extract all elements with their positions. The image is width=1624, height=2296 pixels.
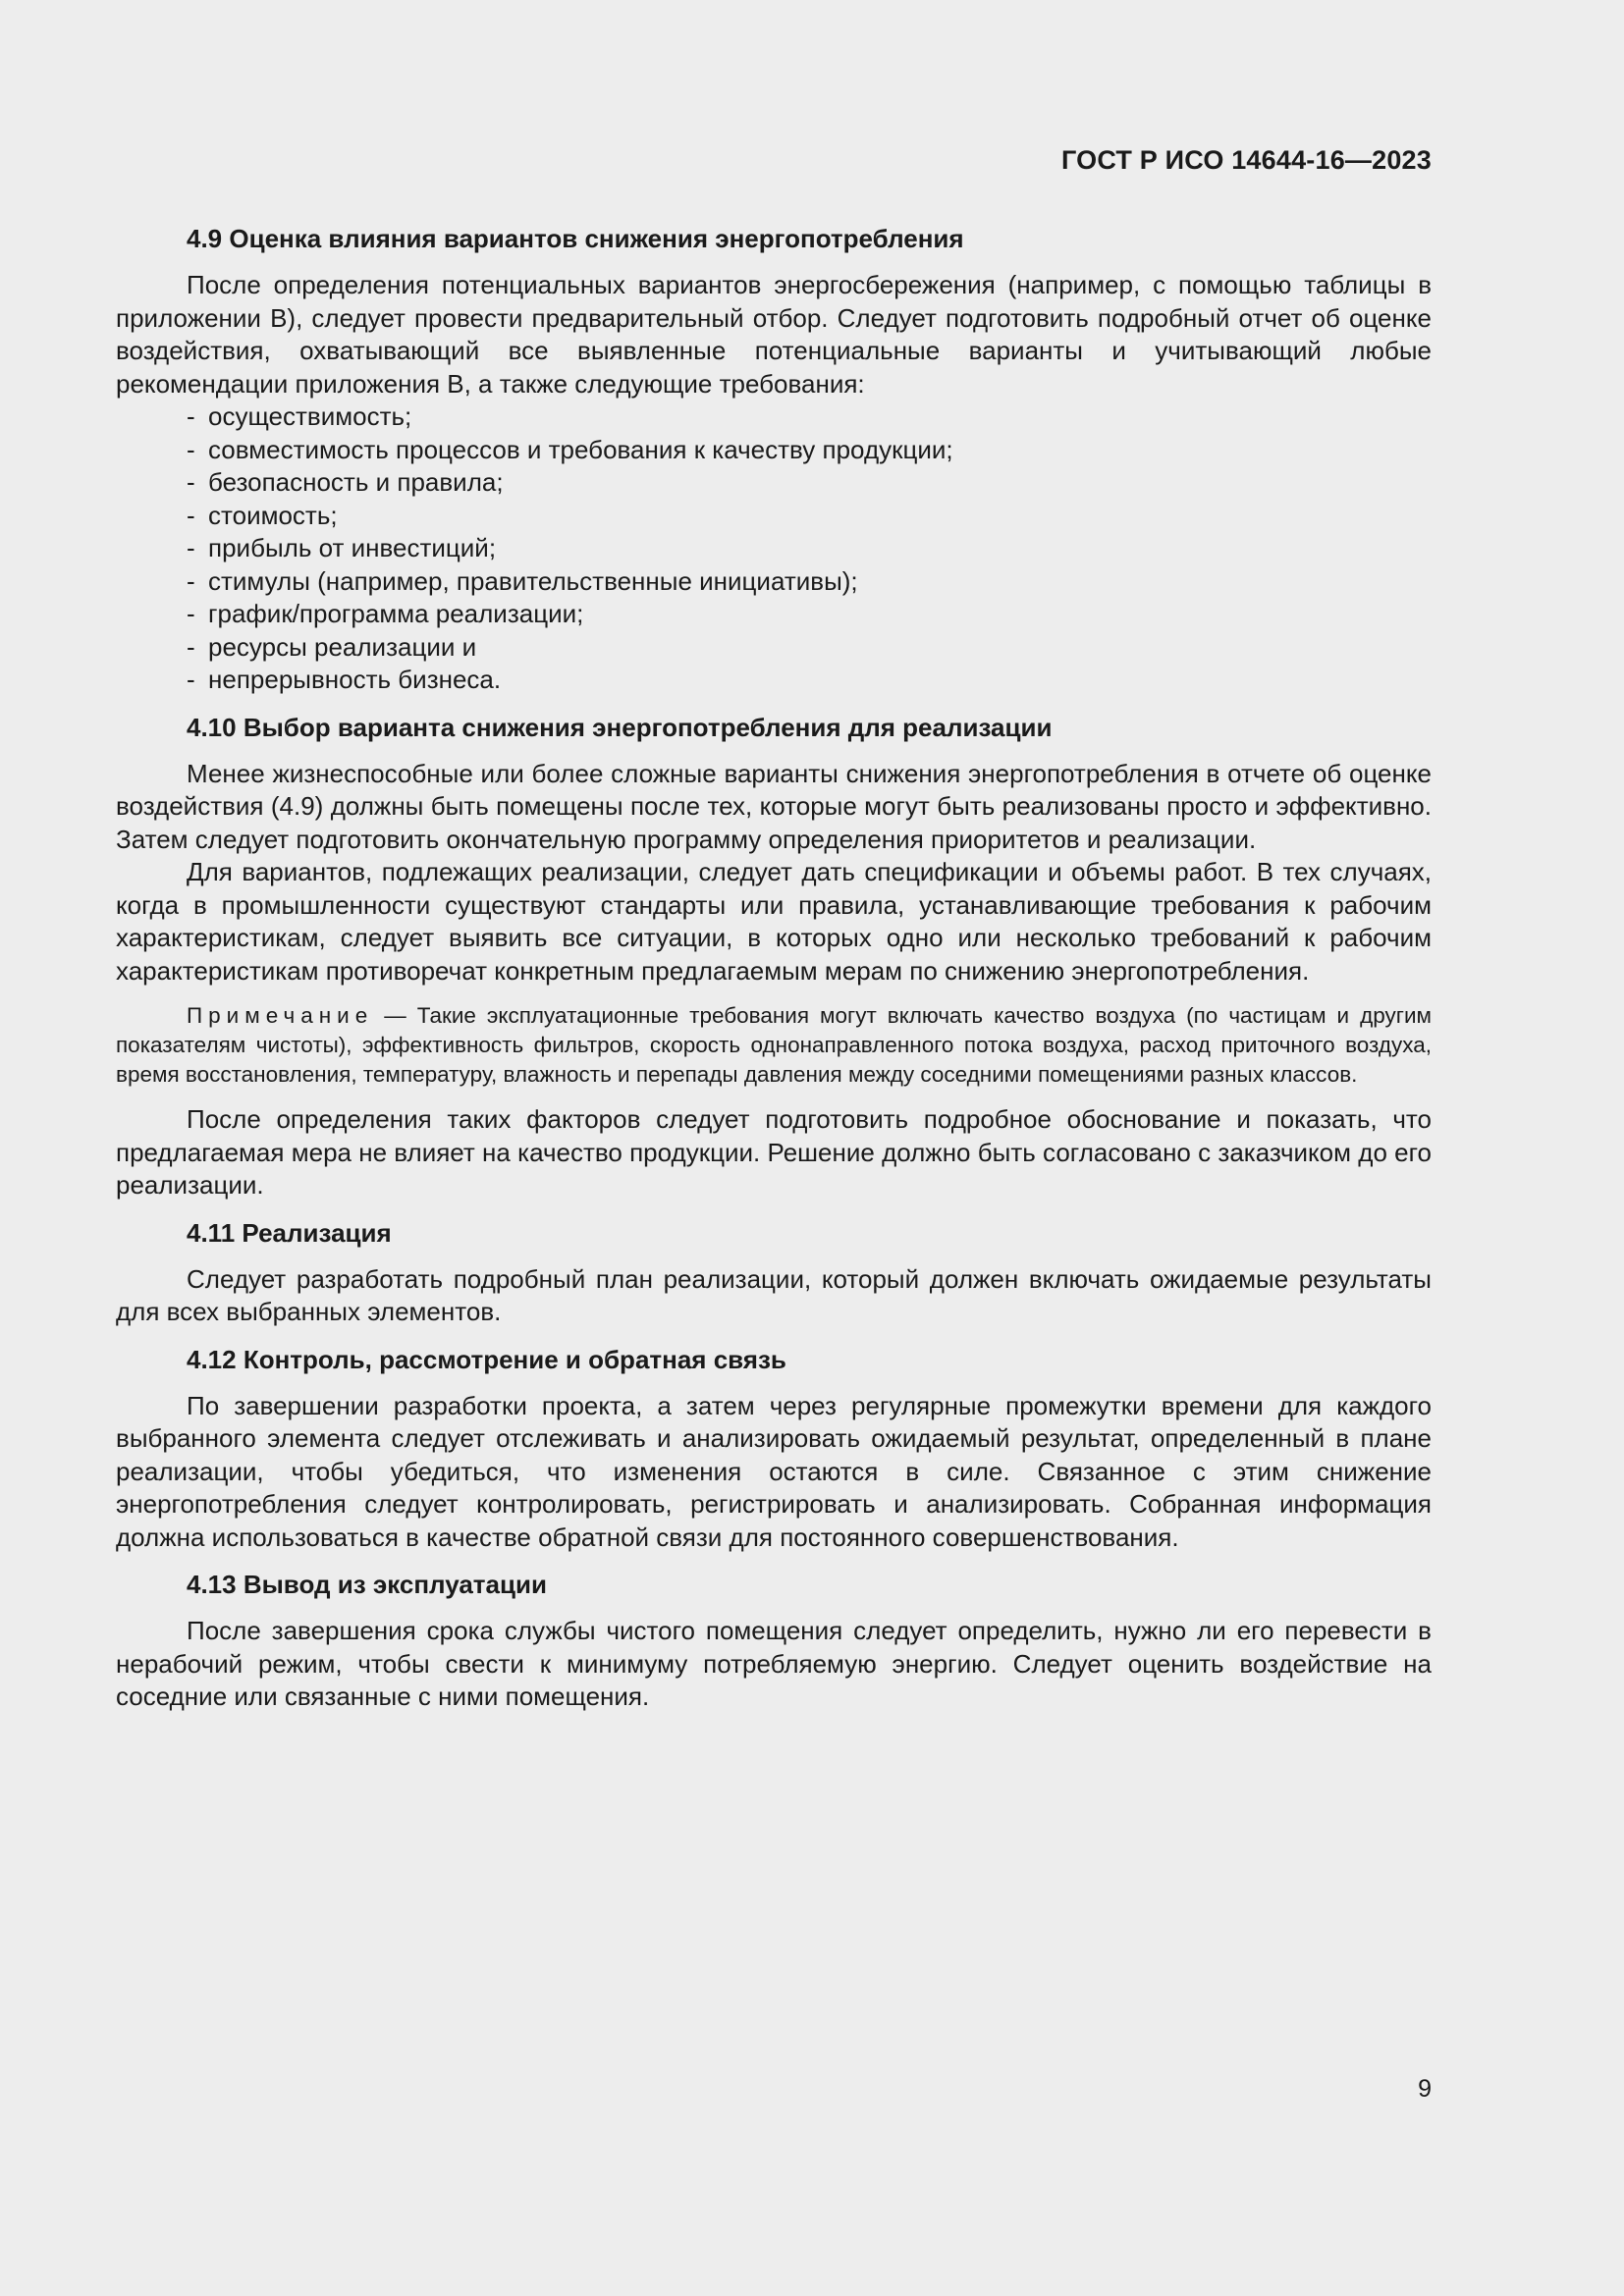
document-number-header: ГОСТ Р ИСО 14644-16—2023 (1061, 145, 1432, 175)
paragraph: После определения таких факторов следует подготовить подробное обоснование и показать, что предлагаемая мера не влияет на качество продукции. Решение должно быть согласовано с заказчиком до его реализации. (116, 1104, 1432, 1200)
section-heading: 4.13 Вывод из эксплуатации (187, 1570, 547, 1599)
section-heading: 4.10 Выбор варианта снижения энергопотребления для реализации (187, 712, 1053, 742)
section-heading: 4.11 Реализация (187, 1217, 392, 1248)
list-item: - стимулы (например, правительственные инициативы); (187, 565, 1432, 599)
note-label: Примечание (187, 1003, 374, 1028)
paragraph: По завершении разработки проекта, а затем через регулярные промежутки времени для каждого выбранного элемента следует отслеживать и анализировать ожидаемый результат, определенный в плане реализации, чтобы убедиться, что изменения остаются в силе. Связанное с этим снижение энергопотребления следует контролировать, регистрировать и анализировать. Собранная информация должна использоваться в качестве обратной связи для постоянного совершенствования. (116, 1390, 1432, 1552)
paragraph: Следует разработать подробный план реализации, который должен включать ожидаемые результаты для всех выбранных элементов. (116, 1263, 1432, 1326)
page-number: 9 (1418, 2075, 1432, 2103)
section-4-9 (116, 222, 1432, 697)
note (116, 1001, 1432, 1090)
list-item: - осуществимость; (187, 400, 1432, 434)
list-item: - непрерывность бизнеса. (187, 664, 1432, 697)
section-4-10 (116, 711, 1432, 1202)
section-4-12 (116, 1343, 1432, 1555)
paragraph: После определения потенциальных вариантов энергосбережения (например, с помощью таблицы в приложении В), следует провести предварительный отбор. Следует подготовить подробный отчет об оценке воздействия, охватывающий все выявленные потенциальные варианты и учитывающий любые рекомендации приложения В, а также следующие требования: (116, 270, 1432, 399)
list-item: - безопасность и правила; (187, 466, 1432, 500)
note-text: — Такие эксплуатационные требования могут включать качество воздуха (по частицам и другим показателям чистоты), эффективность фильтров, скорость однонаправленного потока воздуха, расход приточного воздуха, время восстановления, температуру, влажность и перепады давления между соседними помещениями разных классов. (116, 1003, 1432, 1087)
list-item: - ресурсы реализации и (187, 631, 1432, 665)
paragraph: После завершения срока службы чистого помещения следует определить, нужно ли его перевести в нерабочий режим, чтобы свести к минимуму потребляемую энергию. Следует оценить воздействие на соседние или связанные с ними помещения. (116, 1616, 1432, 1711)
paragraph: Менее жизнеспособные или более сложные варианты снижения энергопотребления в отчете об оценке воздействия (4.9) должны быть помещены после тех, которые могут быть реализованы просто и эффективно. Затем следует подготовить окончательную программу определения приоритетов и реализации. (116, 758, 1432, 854)
section-4-13 (116, 1568, 1432, 1714)
list-item: - график/программа реализации; (187, 598, 1432, 631)
document-page (116, 0, 1432, 2296)
document-body (116, 222, 1432, 1728)
list-item: - совместимость процессов и требования к качеству продукции; (187, 434, 1432, 467)
section-heading: 4.12 Контроль, рассмотрение и обратная связь (187, 1344, 786, 1374)
section-4-11 (116, 1216, 1432, 1329)
section-heading: 4.9 Оценка влияния вариантов снижения энергопотребления (187, 224, 964, 253)
list-item: - стоимость; (187, 500, 1432, 533)
requirements-list (116, 400, 1432, 697)
list-item: - прибыль от инвестиций; (187, 532, 1432, 565)
paragraph: Для вариантов, подлежащих реализации, следует дать спецификации и объемы работ. В тех случаях, когда в промышленности существуют стандарты или правила, устанавливающие требования к рабочим характеристикам, следует выявить все ситуации, в которых одно или несколько требований к рабочим характеристикам противоречат конкретным предлагаемым мерам по снижению энергопотребления. (116, 857, 1432, 986)
